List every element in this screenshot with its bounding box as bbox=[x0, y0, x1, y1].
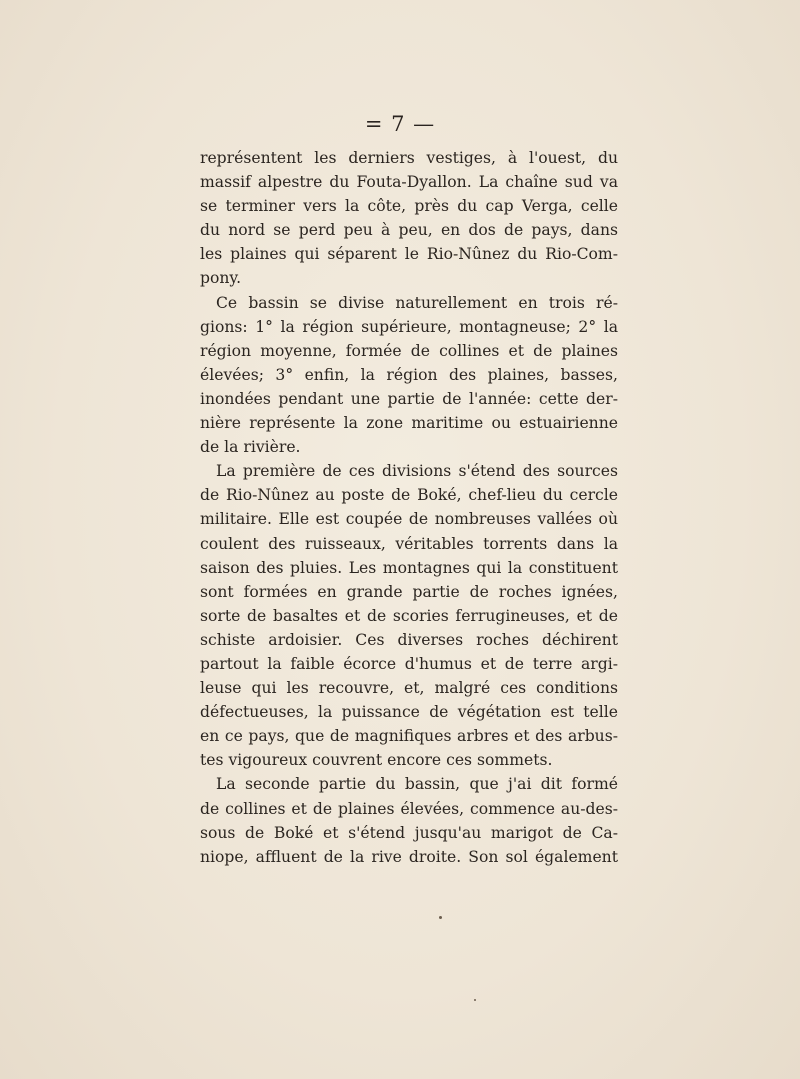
paper-speck bbox=[439, 916, 442, 919]
text-line: massif alpestre du Fouta-Dyallon. La chaîne sud va bbox=[200, 173, 618, 192]
text-line: coulent des ruisseaux, véritables torrents dans la bbox=[200, 534, 618, 553]
text-line: saison des pluies. Les montagnes qui la constituent bbox=[200, 558, 618, 577]
text-line: Ce bassin se divise naturellement en trois ré- bbox=[216, 293, 618, 312]
text-line: élevées; 3° enfin, la région des plaines, basses, bbox=[200, 365, 618, 384]
body-text bbox=[200, 146, 618, 869]
text-line: de collines et de plaines élevées, commence au-des- bbox=[200, 799, 618, 818]
text-line: du nord se perd peu à peu, en dos de pays, dans bbox=[200, 221, 618, 240]
text-line: schiste ardoisier. Ces diverses roches déchirent bbox=[200, 630, 618, 649]
text-line: défectueuses, la puissance de végétation est telle bbox=[200, 703, 618, 722]
text-line: de la rivière. bbox=[200, 438, 301, 457]
text-line: se terminer vers la côte, près du cap Verga, celle bbox=[200, 197, 618, 216]
text-line: représentent les derniers vestiges, à l'ouest, du bbox=[200, 149, 618, 167]
text-line: leuse qui les recouvre, et, malgré ces conditions bbox=[200, 679, 618, 698]
text-line: partout la faible écorce d'humus et de terre argi- bbox=[200, 654, 618, 673]
paper-speck bbox=[474, 999, 476, 1001]
text-line: sorte de basaltes et de scories ferrugineuses, et de bbox=[200, 606, 618, 625]
text-line: pony. bbox=[200, 269, 242, 288]
text-line: militaire. Elle est coupée de nombreuses vallées où bbox=[200, 510, 618, 529]
text-line: les plaines qui séparent le Rio-Nûnez du Rio-Com- bbox=[200, 245, 618, 264]
text-line: en ce pays, que de magnifiques arbres et des arbus- bbox=[200, 727, 618, 746]
text-line: gions: 1° la région supérieure, montagneuse; 2° la bbox=[200, 317, 618, 336]
text-line: région moyenne, formée de collines et de plaines bbox=[200, 341, 618, 360]
text-line: La première de ces divisions s'étend des sources bbox=[216, 462, 618, 481]
text-line: tes vigoureux couvrent encore ces sommets. bbox=[200, 751, 553, 770]
text-line: nière représente la zone maritime ou estuairienne bbox=[200, 414, 618, 433]
text-line: sous de Boké et s'étend jusqu'au marigot de Ca- bbox=[200, 823, 618, 842]
text-line: sont formées en grande partie de roches ignées, bbox=[200, 582, 618, 601]
text-line: niope, affluent de la rive droite. Son sol également bbox=[200, 847, 618, 866]
page-number: = 7 — bbox=[364, 112, 436, 136]
text-line: de Rio-Nûnez au poste de Boké, chef-lieu du cercle bbox=[200, 486, 618, 505]
text-line: inondées pendant une partie de l'année: cette der- bbox=[200, 389, 618, 408]
text-line: La seconde partie du bassin, que j'ai dit formé bbox=[216, 775, 618, 794]
